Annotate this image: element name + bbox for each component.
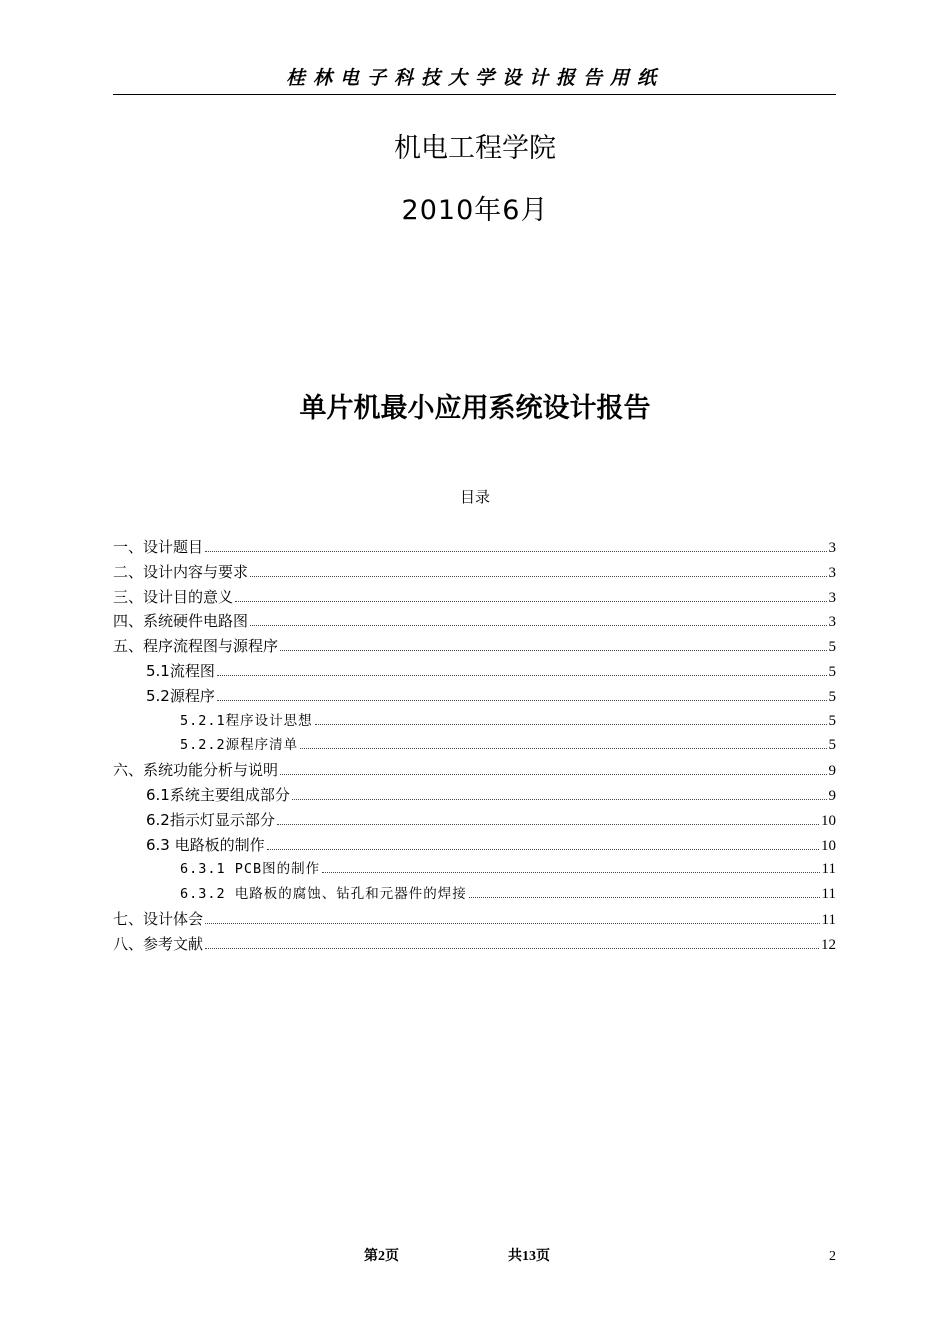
toc-entry-page: 10	[821, 837, 836, 854]
toc-entry-label: 六、系统功能分析与说明	[113, 761, 279, 780]
toc-entry-6-2[interactable]	[113, 809, 836, 834]
total-pages-label: 共13页	[508, 1249, 550, 1264]
toc-entry-label: 6.3 电路板的制作	[146, 835, 265, 854]
toc-entry-5-1[interactable]	[113, 660, 836, 685]
toc-entry-label: 6.3.2 电路板的腐蚀、钻孔和元器件的焊接	[180, 886, 467, 903]
toc-entry-label: 6.3.1 PCB图的制作	[180, 861, 321, 878]
toc-entry-page: 3	[828, 614, 836, 631]
toc-entry-label: 四、系统硬件电路图	[113, 612, 249, 631]
toc-leader-dots	[300, 748, 826, 749]
toc-leader-dots	[217, 675, 827, 676]
toc-entry-label: 三、设计目的意义	[113, 587, 234, 606]
toc-entry-5-2[interactable]	[113, 685, 836, 710]
toc-leader-dots	[277, 824, 819, 825]
header-divider	[113, 94, 836, 95]
paper-header-title: 桂林电子科技大学设计报告用纸	[285, 67, 664, 89]
toc-entry-page: 3	[828, 540, 836, 556]
toc-entry-1[interactable]	[113, 536, 836, 561]
toc-leader-dots	[280, 774, 826, 775]
toc-leader-dots	[315, 724, 827, 725]
toc-leader-dots	[235, 601, 826, 602]
toc-entry-6-3-1[interactable]	[113, 858, 836, 883]
page-footer	[0, 1247, 950, 1269]
toc-entry-5[interactable]	[113, 635, 836, 660]
toc-entry-6-3-2[interactable]	[113, 883, 836, 908]
toc-entry-label: 6.1系统主要组成部分	[146, 785, 290, 804]
toc-entry-page: 9	[828, 787, 836, 804]
toc-entry-8[interactable]	[113, 933, 836, 958]
toc-leader-dots	[205, 551, 826, 552]
report-title: 单片机最小应用系统设计报告	[299, 393, 651, 424]
toc-entry-label: 5.1流程图	[146, 661, 215, 680]
toc-entry-5-2-1[interactable]	[113, 710, 836, 735]
page-number: 2	[829, 1249, 836, 1264]
toc-entry-6-1[interactable]	[113, 784, 836, 809]
toc-entry-page: 3	[828, 589, 836, 606]
current-page-label: 第2页	[364, 1249, 399, 1264]
toc-entry-6-3[interactable]	[113, 834, 836, 859]
toc-leader-dots	[469, 897, 820, 898]
toc-leader-dots	[250, 576, 826, 577]
toc-entry-3[interactable]	[113, 586, 836, 611]
toc-entry-label: 七、设计体会	[113, 909, 204, 928]
toc-entry-2[interactable]	[113, 561, 836, 586]
toc-entry-page: 10	[821, 812, 836, 829]
toc-entry-7[interactable]	[113, 908, 836, 933]
toc-entry-label: 5.2源程序	[146, 686, 215, 705]
department-name: 机电工程学院	[394, 133, 556, 164]
toc-entry-page: 12	[821, 936, 836, 953]
toc-entry-page: 5	[828, 639, 836, 656]
toc-entry-page: 5	[828, 663, 836, 680]
toc-leader-dots	[292, 799, 827, 800]
toc-leader-dots	[205, 948, 819, 949]
toc-leader-dots	[250, 625, 826, 626]
toc-leader-dots	[280, 650, 826, 651]
toc-entry-page: 11	[821, 886, 836, 903]
toc-entry-label: 5.2.1程序设计思想	[180, 712, 313, 729]
toc-entry-page: 5	[828, 737, 836, 754]
toc-entry-page: 9	[828, 763, 836, 780]
toc-entry-5-2-2[interactable]	[113, 734, 836, 759]
toc-entry-page: 5	[828, 688, 836, 705]
toc-leader-dots	[322, 872, 819, 873]
toc-entry-label: 5.2.2源程序清单	[180, 737, 299, 754]
toc-heading: 目录	[459, 488, 490, 506]
toc-leader-dots	[205, 923, 820, 924]
toc-entry-label: 五、程序流程图与源程序	[113, 637, 279, 656]
toc-entry-label: 6.2指示灯显示部分	[146, 810, 275, 829]
toc-leader-dots	[267, 849, 819, 850]
toc-entry-4[interactable]	[113, 610, 836, 635]
toc-entry-label: 八、参考文献	[113, 934, 204, 953]
toc-entry-page: 11	[821, 911, 836, 928]
toc-entry-6[interactable]	[113, 759, 836, 784]
toc-leader-dots	[217, 700, 827, 701]
table-of-contents	[113, 536, 836, 958]
toc-entry-label: 二、设计内容与要求	[113, 562, 249, 581]
toc-entry-page: 5	[828, 712, 836, 729]
toc-entry-page: 3	[828, 564, 836, 581]
toc-entry-page: 11	[821, 861, 836, 878]
toc-entry-label: 一、设计题目	[113, 538, 204, 556]
report-date: 2010年6月	[401, 195, 549, 226]
